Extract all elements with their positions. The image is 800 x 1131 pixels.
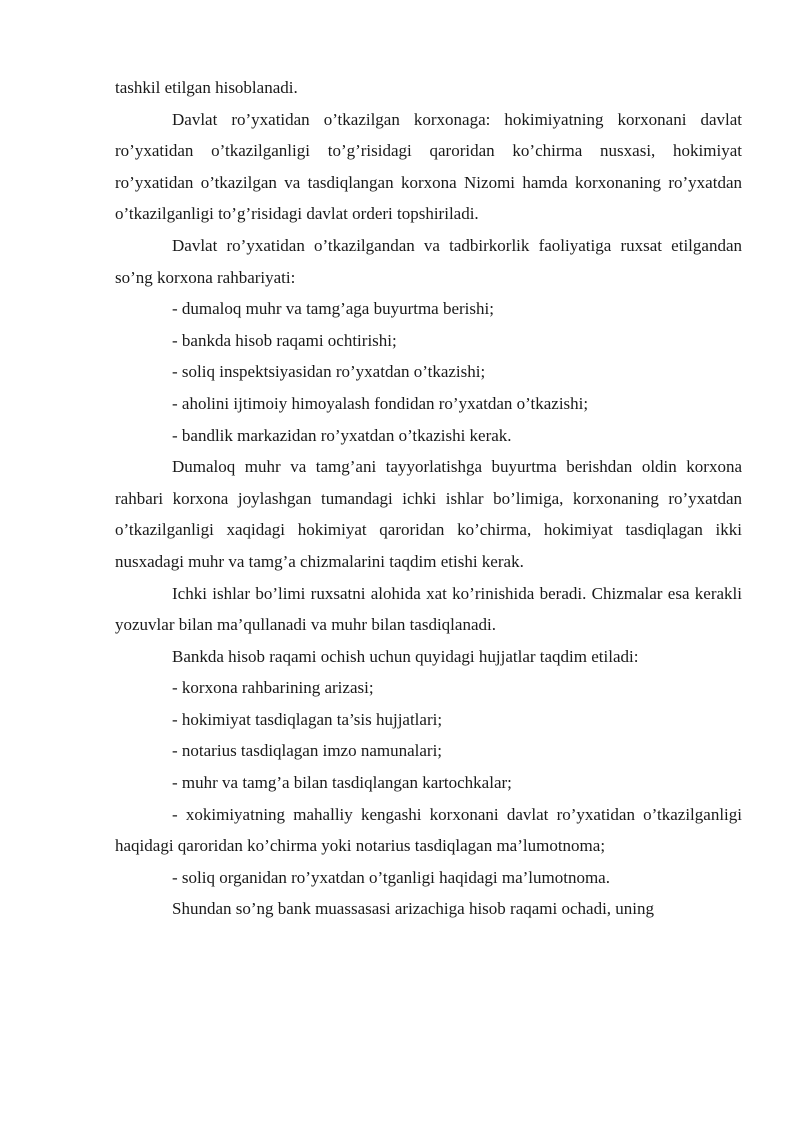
list-item: - hokimiyat tasdiqlagan ta’sis hujjatlari; <box>172 709 443 729</box>
paragraph-registration-documents: Davlat ro’yxatidan o’tkazilgan korxonaga: hokimiyatning korxonani davlat ro’yxatidan o’tkazilganligi to’g’risidagi qaroridan ko’chirma nusxasi, hokimiyat ro’yxatidan o’tkazilgan va tasdiqlangan korxona Nizomi hamda korxonaning ro’yxatdan o’tkazilganligi to’g’risidagi davlat orderi topshiriladi. <box>115 109 742 224</box>
list-item: - notarius tasdiqlagan imzo namunalari; <box>172 741 443 761</box>
paragraph-bank-opens-account: Shundan so’ng bank muassasasi arizachiga hisob raqami ochadi, uning <box>172 899 655 919</box>
paragraph-internal-affairs: Ichki ishlar bo’limi ruxsatni alohida xat ko’rinishida beradi. Chizmalar esa kerakli yozuvlar bilan ma’qullanadi va muhr bilan tasdiqlanadi. <box>115 583 742 635</box>
paragraph-management-duties-intro: Davlat ro’yxatidan o’tkazilgandan va tadbirkorlik faoliyatiga ruxsat etilgandan so’ng korxona rahbariyati: <box>115 235 742 287</box>
list-item: - soliq organidan ro’yxatdan o’tganligi haqidagi ma’lumotnoma. <box>172 867 610 887</box>
document-body <box>115 72 742 925</box>
list-item: - soliq inspektsiyasidan ro’yxatdan o’tkazishi; <box>172 362 486 382</box>
list-item: - korxona rahbarining arizasi; <box>172 678 374 698</box>
paragraph-continuation: tashkil etilgan hisoblanadi. <box>115 78 298 97</box>
list-item: - bankda hisob raqami ochtirishi; <box>172 330 397 350</box>
list-item: - muhr va tamg’a bilan tasdiqlangan kartochkalar; <box>172 773 512 793</box>
list-item: - bandlik markazidan ro’yxatdan o’tkazishi kerak. <box>172 425 512 445</box>
list-item: - aholini ijtimoiy himoyalash fondidan ro’yxatdan o’tkazishi; <box>172 393 589 413</box>
list-item: - dumaloq muhr va tamg’aga buyurtma berishi; <box>172 299 494 319</box>
paragraph-bank-account-intro: Bankda hisob raqami ochish uchun quyidagi hujjatlar taqdim etiladi: <box>172 646 639 666</box>
list-item: - xokimiyatning mahalliy kengashi korxonani davlat ro’yxatidan o’tkazilganligi haqidagi qaroridan ko’chirma yoki notarius tasdiqlagan ma’lumotnoma; <box>115 804 742 856</box>
paragraph-stamp-order: Dumaloq muhr va tamg’ani tayyorlatishga buyurtma berishdan oldin korxona rahbari korxona joylashgan tumandagi ichki ishlar bo’limiga, korxonaning ro’yxatdan o’tkazilganligi xaqidagi hokimiyat qaroridan ko’chirma, hokimiyat tasdiqlagan ikki nusxadagi muhr va tamg’a chizmalarini taqdim etishi kerak. <box>115 457 742 571</box>
